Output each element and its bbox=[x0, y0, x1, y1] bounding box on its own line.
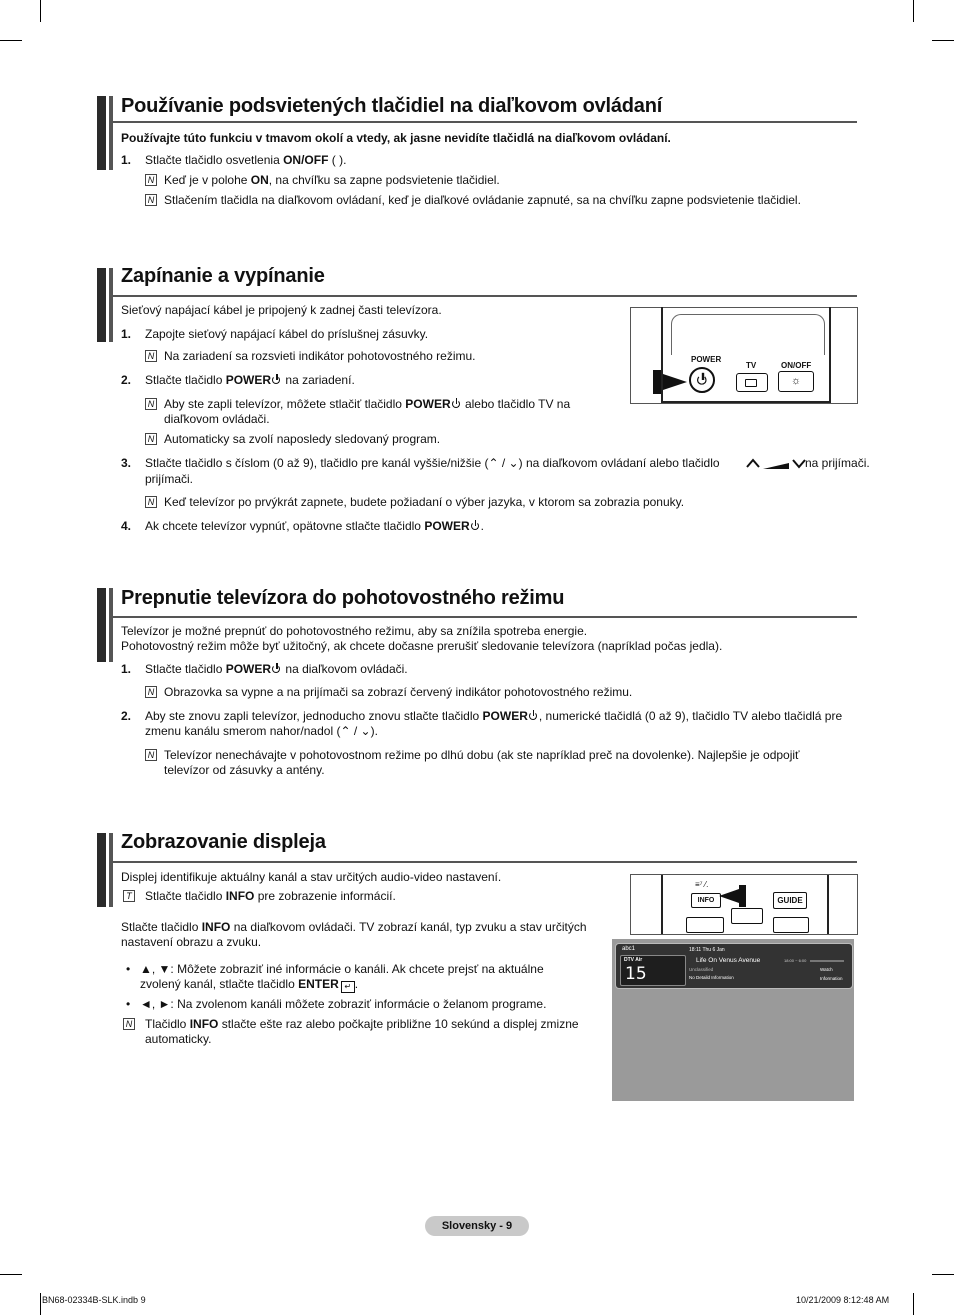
section-intro: Sieťový napájací kábel je pripojený k zadnej časti televízora. bbox=[121, 303, 442, 317]
power-icon bbox=[697, 374, 709, 386]
step-text-cont: prijímači. bbox=[145, 472, 194, 486]
note-icon: N bbox=[145, 174, 157, 186]
crop-mark bbox=[40, 0, 41, 22]
note-text: Keď je v polohe ON, na chvíľku sa zapne podsvietenie tlačidiel. bbox=[164, 173, 500, 187]
osd-panel bbox=[615, 943, 853, 989]
bullet-dot: • bbox=[126, 997, 131, 1011]
osd-progress-bar bbox=[810, 960, 844, 962]
info-button: INFO bbox=[691, 893, 721, 908]
step-text: Stlačte tlačidlo POWER na diaľkovom ovládači. bbox=[145, 662, 408, 676]
osd-detail: No Detaild Information bbox=[689, 975, 734, 980]
power-icon bbox=[471, 521, 481, 531]
remote-button bbox=[731, 908, 763, 924]
section-marker bbox=[97, 96, 109, 170]
note-icon: N bbox=[145, 749, 157, 761]
crop-mark bbox=[913, 0, 914, 22]
chevron-up-icon: ⌃ bbox=[340, 724, 351, 738]
onoff-button: ☼ bbox=[778, 371, 814, 392]
note-text: Stlačením tlačidla na diaľkovom ovládaní, keď je diaľkové ovládanie zapnuté, sa na chvíľku zapne podsvietenie tlačidiel. bbox=[164, 193, 801, 207]
remote-button bbox=[773, 917, 809, 933]
osd-rating: Unclassified bbox=[689, 967, 714, 972]
page-number-badge: Slovensky - 9 bbox=[425, 1216, 529, 1236]
section-intro: Pohotovostný režim môže byť užitočný, ak chcete dočasne prerušiť sledovanie televízora (napríklad počas jedla). bbox=[121, 639, 723, 653]
note-text: Obrazovka sa vypne a na prijímači sa zobrazí červený indikátor pohotovostného režimu. bbox=[164, 685, 633, 699]
step-text: Aby ste znovu zapli televízor, jednoducho znovu stlačte tlačidlo POWER , numerické tlačidlá (0 až 9), tlačidlo TV alebo tlačidlá pre zmenu kanálu smerom nahor/nadol (⌃ / ⌄). bbox=[145, 709, 843, 738]
power-button bbox=[689, 367, 715, 393]
crop-mark bbox=[0, 40, 22, 41]
note-text: Televízor nenechávajte v pohotovostnom režime po dlhú dobu (ak ste napríklad preč na dovolenke). Najlepšie je odpojiť televízor od zásuvky a antény. bbox=[164, 748, 800, 777]
power-icon bbox=[529, 711, 539, 721]
power-icon bbox=[272, 664, 282, 674]
section-rule bbox=[112, 121, 857, 123]
pointer-arrow-head bbox=[663, 374, 687, 390]
bullet-text: ◄, ►: Na zvolenom kanáli môžete zobraziť informácie o želanom programe. bbox=[140, 997, 547, 1011]
note-text: Na zariadení sa rozsvieti indikátor pohotovostného režimu. bbox=[164, 349, 476, 363]
osd-information: Information bbox=[820, 976, 843, 981]
power-icon bbox=[452, 399, 462, 409]
pointer-arrow bbox=[719, 889, 739, 903]
step-number: 4. bbox=[121, 519, 132, 533]
step-number: 1. bbox=[121, 153, 132, 167]
step-number: 1. bbox=[121, 327, 132, 341]
section-title: Používanie podsvietených tlačidiel na diaľkovom ovládaní bbox=[121, 95, 663, 117]
note-text: Aby ste zapli televízor, môžete stlačiť tlačidlo POWER alebo tlačidlo TV na diaľkovom ovládači. bbox=[164, 397, 571, 426]
crop-mark bbox=[932, 1274, 954, 1275]
section-rule bbox=[112, 861, 857, 863]
crop-mark bbox=[40, 1293, 41, 1315]
footer-file: BN68-02334B-SLK.indb 9 bbox=[42, 1295, 146, 1305]
step-text: Zapojte sieťový napájací kábel do príslušnej zásuvky. bbox=[145, 327, 429, 341]
remote-label-tv: TV bbox=[746, 361, 757, 370]
section-title: Prepnutie televízora do pohotovostného režimu bbox=[121, 587, 565, 609]
tip-icon: T bbox=[123, 890, 135, 902]
note-icon: N bbox=[145, 350, 157, 362]
remote-illustration-info bbox=[630, 874, 858, 935]
osd-channel-name: abc1 bbox=[622, 946, 636, 952]
remote-illustration-power bbox=[630, 307, 858, 404]
bullet-dot: • bbox=[126, 962, 131, 976]
step-number: 2. bbox=[121, 709, 132, 723]
tip-text: Stlačte tlačidlo INFO pre zobrazenie informácií. bbox=[145, 889, 396, 903]
remote-glyphs: ≡⁷ ⁄. bbox=[695, 880, 709, 889]
section-rule bbox=[112, 295, 857, 297]
bullet-text: ▲, ▼: Môžete zobraziť iné informácie o kanáli. Ak chcete prejsť na aktuálne zvolený kanál, stlačte tlačidlo ENTER ↵ . bbox=[140, 962, 544, 991]
osd-time-range: 18:00 ~ 6:00 bbox=[784, 958, 807, 963]
section-title: Zapínanie a vypínanie bbox=[121, 265, 325, 287]
remote-button bbox=[686, 917, 724, 933]
step-text: Stlačte tlačidlo osvetlenia ON/OFF ( ). bbox=[145, 153, 347, 167]
power-icon bbox=[272, 375, 282, 385]
note-icon: N bbox=[145, 398, 157, 410]
remote-label-power: POWER bbox=[691, 355, 722, 364]
guide-button: GUIDE bbox=[773, 892, 807, 909]
pointer-arrow bbox=[653, 370, 661, 394]
note-icon: N bbox=[145, 433, 157, 445]
enter-icon: ↵ bbox=[341, 981, 355, 993]
osd-watch: Watch bbox=[820, 967, 833, 972]
chevron-down-icon: ⌄ bbox=[508, 456, 519, 470]
channel-buttons-icon bbox=[745, 456, 807, 472]
section-intro: Displej identifikuje aktuálny kanál a stav určitých audio-video nastavení. bbox=[121, 870, 502, 884]
note-text: Automaticky sa zvolí naposledy sledovaný program. bbox=[164, 432, 441, 446]
section-marker bbox=[97, 588, 109, 662]
remote-label-onoff: ON/OFF bbox=[781, 361, 812, 370]
section-intro: Televízor je možné prepnúť do pohotovostného režimu, aby sa znížila spotreba energie. bbox=[121, 624, 588, 638]
chevron-up-icon: ⌃ bbox=[488, 456, 499, 470]
note-icon: N bbox=[145, 496, 157, 508]
step-text: Stlačte tlačidlo POWER na zariadení. bbox=[145, 373, 355, 387]
section-rule bbox=[112, 616, 857, 618]
crop-mark bbox=[932, 40, 954, 41]
section-title: Zobrazovanie displeja bbox=[121, 831, 326, 853]
tv-screen bbox=[612, 939, 854, 1101]
note-icon: N bbox=[123, 1018, 135, 1030]
note-text: Keď televízor po prvýkrát zapnete, budete požiadaní o výber jazyka, v ktorom sa zobrazia ponuky. bbox=[164, 495, 685, 509]
note-text: Tlačidlo INFO stlačte ešte raz alebo počkajte približne 10 sekúnd a displej zmizne automaticky. bbox=[145, 1017, 579, 1046]
step-number: 3. bbox=[121, 456, 132, 470]
note-icon: N bbox=[145, 194, 157, 206]
section-marker bbox=[97, 833, 109, 907]
osd-program: Life On Venus Avenue bbox=[696, 957, 761, 964]
osd-channel-box bbox=[620, 955, 686, 986]
osd-channel-number: 15 bbox=[625, 964, 647, 984]
section-intro: Používajte túto funkciu v tmavom okolí a vtedy, ak jasne nevidíte tlačidlá na diaľkovom ovládaní. bbox=[121, 131, 671, 145]
step-number: 2. bbox=[121, 373, 132, 387]
crop-mark bbox=[913, 1293, 914, 1315]
chevron-down-icon: ⌄ bbox=[360, 724, 371, 738]
osd-datetime: 18:11 Thu 6 Jan bbox=[689, 947, 725, 953]
paragraph: Stlačte tlačidlo INFO na diaľkovom ovládači. TV zobrazí kanál, typ zvuku a stav určitých nastavení obrazu a zvuku. bbox=[121, 920, 587, 949]
section-marker bbox=[97, 268, 109, 342]
step-text-end: na prijímači. bbox=[805, 456, 870, 470]
step-number: 1. bbox=[121, 662, 132, 676]
tv-icon bbox=[745, 379, 757, 387]
remote-inner bbox=[671, 314, 825, 355]
note-icon: N bbox=[145, 686, 157, 698]
crop-mark bbox=[0, 1274, 22, 1275]
step-text: Ak chcete televízor vypnúť, opätovne stlačte tlačidlo POWER . bbox=[145, 519, 485, 533]
pointer-arrow-bar bbox=[739, 885, 746, 907]
step-text: Stlačte tlačidlo s číslom (0 až 9), tlačidlo pre kanál vyššie/nižšie (⌃ / ⌄) na diaľkovom ovládaní alebo tlačidlo bbox=[145, 456, 720, 470]
osd-source: DTV Air bbox=[624, 957, 643, 963]
footer-date: 10/21/2009 8:12:48 AM bbox=[796, 1295, 890, 1305]
